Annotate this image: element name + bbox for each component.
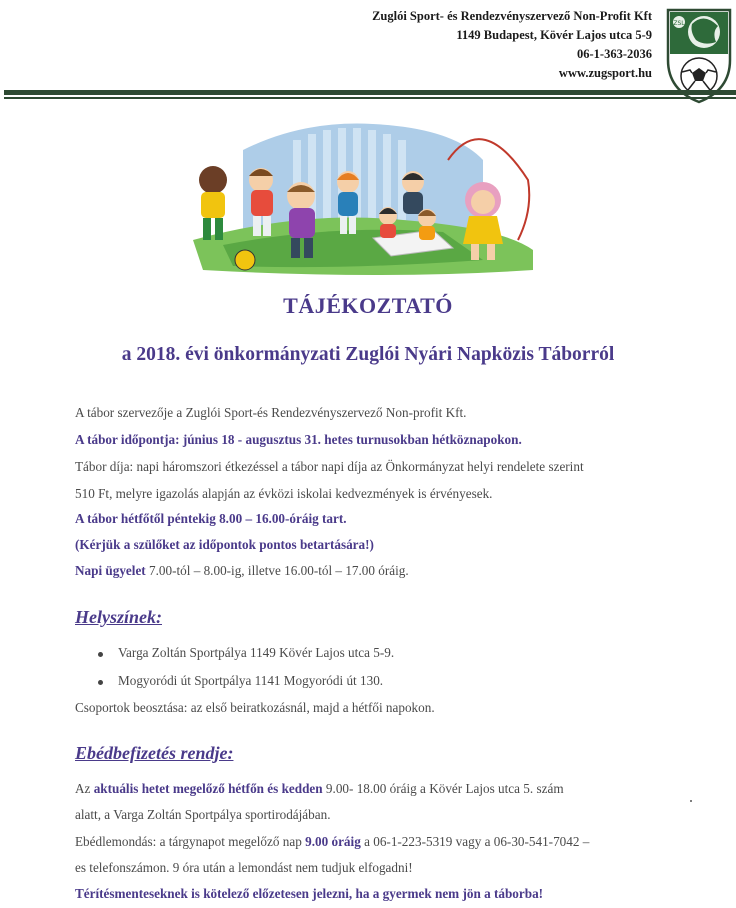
info-dates: A tábor időpontja: június 18 - augusztus 31. hetes turnusokban hétköznapokon.	[75, 432, 522, 447]
org-name: Zuglói Sport- és Rendezvényszervező Non-Profit Kft	[372, 9, 652, 23]
cancel-text: a 06-1-223-5319 vagy a 06-30-541-7042 –	[360, 834, 590, 849]
info-fee: Tábor díja: napi háromszori étkezéssel a tábor napi díja az Önkormányzat helyi rendelete szerint	[75, 459, 584, 474]
org-website: www.zugsport.hu	[558, 66, 652, 80]
org-address: 1149 Budapest, Kövér Lajos utca 5-9	[456, 28, 652, 42]
free-meal-notice: Térítésmenteseknek is kötelező előzetesen jelezni, ha a gyermek nem jön a táborba!	[75, 886, 544, 901]
lunch-text: 9.00- 18.00 óráig a Kövér Lajos utca 5. szám	[322, 781, 564, 796]
lunch-cancel-cont: es telefonszámon. 9 óra után a lemondást nem tudjuk elfogadni!	[75, 860, 413, 875]
info-hours: A tábor hétfőtől péntekig 8.00 – 16.00-óráig tart.	[75, 511, 347, 526]
bullet-icon	[98, 652, 103, 657]
lunch-days: aktuális hetet megelőző hétfőn és kedden	[93, 781, 323, 796]
groups-note: Csoportok beosztása: az első beiratkozásnál, majd a hétfői napokon.	[75, 700, 435, 715]
info-fee-cont: 510 Ft, melyre igazolás alapján az évközi iskolai kedvezmények is érvényesek.	[75, 486, 493, 501]
header-rule-thin	[4, 97, 736, 99]
cancel-deadline: 9.00 óráig	[305, 834, 361, 849]
info-organizer: A tábor szervezője a Zuglói Sport-és Rendezvényszervező Non-profit Kft.	[75, 405, 467, 420]
duty-label: Napi ügyelet	[75, 563, 146, 578]
zsl-logo-icon	[664, 2, 734, 104]
org-phone: 06-1-363-2036	[577, 47, 652, 61]
logo-text: ZSL	[673, 20, 685, 27]
lunch-cancel	[75, 834, 589, 850]
locations-heading: Helyszínek:	[75, 607, 162, 627]
location-item: Varga Zoltán Sportpálya 1149 Kövér Lajos utca 5-9.	[118, 645, 395, 660]
children-playing-illustration	[183, 120, 555, 280]
info-request: (Kérjük a szülőket az időpontok pontos betartására!)	[75, 537, 374, 552]
header-rule-thick	[4, 90, 736, 95]
lunch-heading: Ebédbefizetés rendje:	[75, 743, 234, 763]
page-title: TÁJÉKOZTATÓ	[283, 293, 453, 318]
lunch-text: Az	[75, 781, 94, 796]
page-subtitle: a 2018. évi önkormányzati Zuglói Nyári Napközis Táborról	[121, 344, 615, 365]
lunch-payment	[75, 781, 564, 797]
stray-mark	[690, 800, 692, 802]
bullet-icon	[98, 680, 103, 685]
lunch-location: alatt, a Varga Zoltán Sportpálya sportirodájában.	[75, 807, 331, 822]
org-header	[372, 7, 652, 83]
info-duty	[75, 563, 409, 579]
duty-hours: 7.00-tól – 8.00-ig, illetve 16.00-tól – 17.00 óráig.	[145, 563, 409, 578]
location-item: Mogyoródi út Sportpálya 1141 Mogyoródi út 130.	[118, 673, 384, 688]
cancel-text: Ebédlemondás: a tárgynapot megelőző nap	[75, 834, 306, 849]
